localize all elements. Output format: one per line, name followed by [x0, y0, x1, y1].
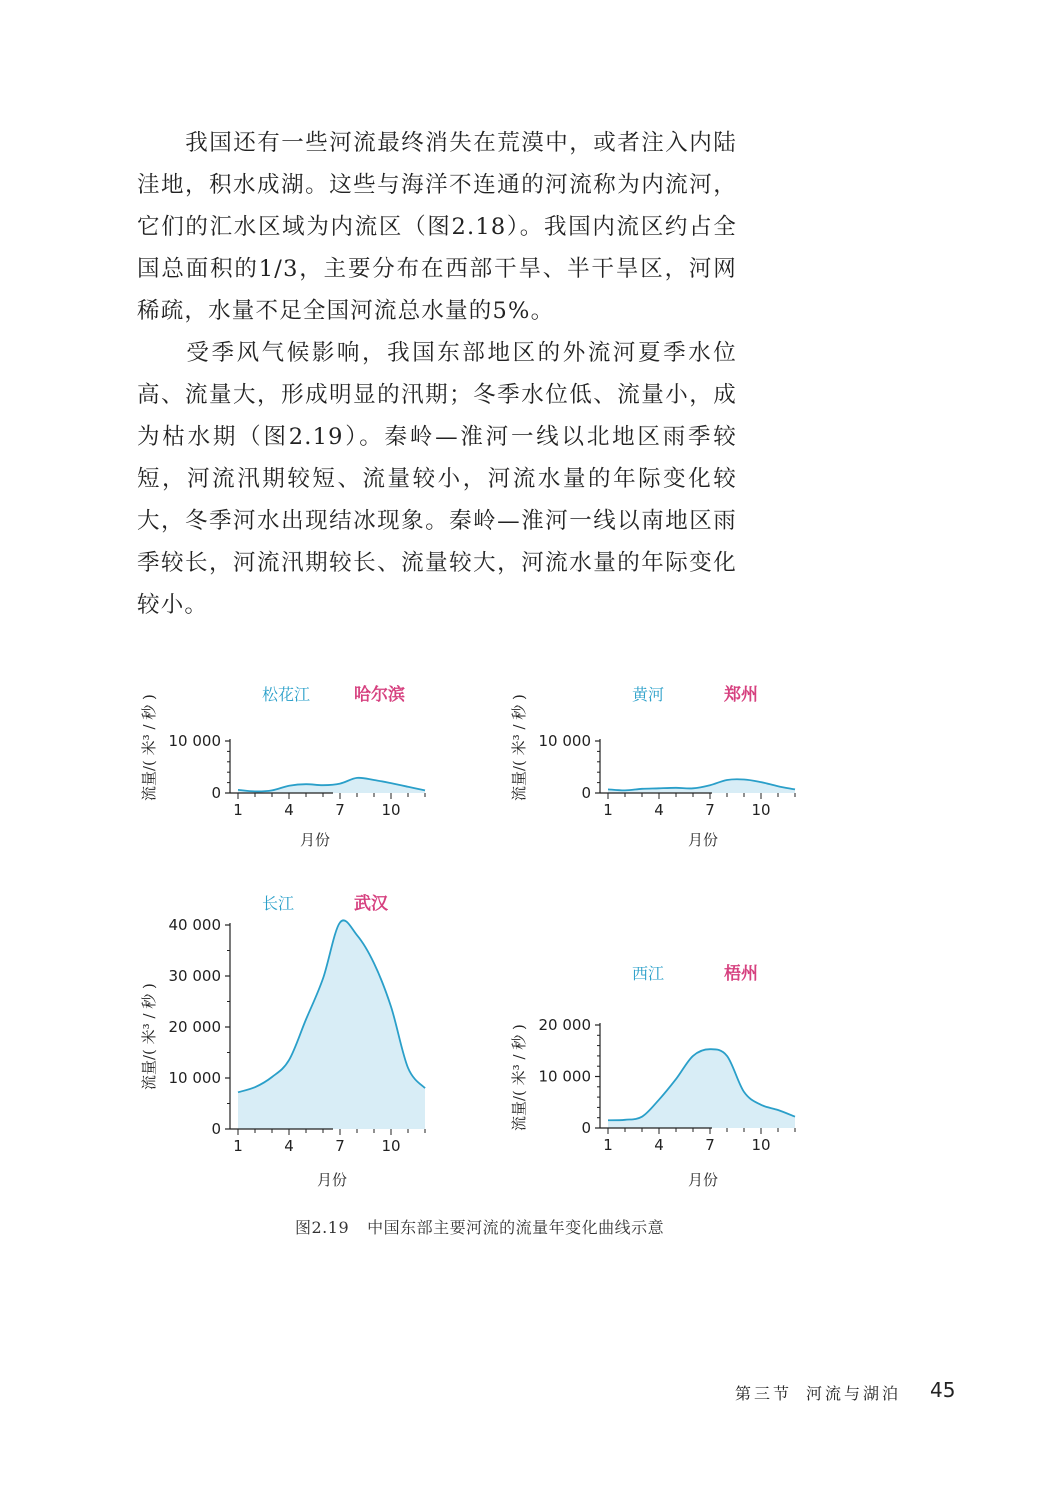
- y-tick-label: 20 000: [168, 1018, 221, 1036]
- chart-songhua-harbin: [130, 675, 440, 855]
- x-tick-label: 10: [751, 1136, 771, 1154]
- chart-river-name: 西江: [632, 964, 665, 983]
- x-tick-label: 4: [284, 801, 294, 819]
- x-tick-label: 4: [654, 801, 664, 819]
- x-axis-label: 月份: [316, 1171, 348, 1189]
- y-tick-label: 0: [581, 784, 591, 802]
- y-axis-label: 流量/( 米³ / 秒 ): [510, 1024, 528, 1131]
- chart-station-name: 武汉: [354, 894, 388, 914]
- running-footer: [735, 1381, 901, 1404]
- footer-title: 河流与湖泊: [806, 1384, 902, 1403]
- y-tick-label: 0: [211, 784, 221, 802]
- x-tick-label: 4: [284, 1137, 294, 1155]
- figure-title: 中国东部主要河流的流量年变化曲线示意: [367, 1218, 665, 1237]
- figure-caption: [295, 1215, 664, 1238]
- x-tick-label: 1: [233, 801, 243, 819]
- x-tick-label: 1: [603, 801, 613, 819]
- chart-station-name: 梧州: [724, 964, 758, 984]
- y-axis-label: 流量/( 米³ / 秒 ): [140, 694, 158, 801]
- figure-number: 图2.19: [295, 1218, 350, 1237]
- y-tick-label: 0: [581, 1119, 591, 1137]
- y-tick-label: 30 000: [168, 967, 221, 985]
- y-tick-label: 10 000: [168, 732, 221, 750]
- x-axis-label: 月份: [299, 831, 331, 849]
- x-axis-label: 月份: [687, 1171, 719, 1189]
- y-tick-label: 10 000: [538, 1067, 591, 1086]
- y-tick-label: 10 000: [168, 1069, 221, 1087]
- chart-river-name: 松花江: [262, 685, 311, 704]
- x-tick-label: 1: [233, 1137, 243, 1155]
- x-tick-label: 7: [705, 1136, 715, 1154]
- y-tick-label: 20 000: [538, 1016, 591, 1034]
- discharge-area: [608, 1049, 795, 1128]
- x-axis-label: 月份: [687, 831, 719, 849]
- footer-section: 第三节: [735, 1384, 793, 1403]
- chart-yellow-zhengzhou: [500, 675, 820, 855]
- discharge-area: [608, 779, 795, 793]
- y-tick-label: 10 000: [538, 732, 591, 750]
- x-tick-label: 4: [654, 1136, 664, 1154]
- y-tick-label: 0: [211, 1120, 221, 1138]
- x-tick-label: 10: [381, 801, 401, 819]
- y-tick-label: 40 000: [168, 916, 221, 934]
- y-axis-label: 流量/( 米³ / 秒 ): [140, 983, 158, 1090]
- y-axis-label: 流量/( 米³ / 秒 ): [510, 694, 528, 801]
- paragraph-monsoon-rivers: 受季风气候影响，我国东部地区的外流河夏季水位高、流量大，形成明显的汛期；冬季水位低、流量小，成为枯水期（图2.19）。秦岭—淮河一线以北地区雨季较短，河流汛期较短、流量较小，河流水量的年际变化较大，冬季河水出现结冰现象。秦岭—淮河一线以南地区雨季较长，河流汛期较长、流量较大，河流水量的年际变化较小。: [137, 340, 737, 618]
- chart-river-name: 长江: [262, 894, 295, 913]
- chart-river-name: 黄河: [632, 685, 665, 704]
- x-tick-label: 7: [335, 1137, 345, 1155]
- x-tick-label: 10: [751, 801, 771, 819]
- page-number: 45: [930, 1378, 956, 1402]
- x-tick-label: 10: [381, 1137, 401, 1155]
- paragraph-inland-rivers: 我国还有一些河流最终消失在荒漠中，或者注入内陆洼地，积水成湖。这些与海洋不连通的河流称为内流河，它们的汇水区域为内流区（图2.18）。我国内流区约占全国总面积的1/3，主要分布在西部干旱、半干旱区，河网稀疏，水量不足全国河流总水量的5%。: [137, 130, 737, 324]
- chart-yangtze-wuhan: [130, 885, 440, 1195]
- x-tick-label: 1: [603, 1136, 613, 1154]
- x-tick-label: 7: [335, 801, 345, 819]
- chart-station-name: 哈尔滨: [354, 685, 405, 705]
- chart-station-name: 郑州: [724, 685, 758, 705]
- chart-xijiang-wuzhou: [500, 955, 820, 1195]
- x-tick-label: 7: [705, 801, 715, 819]
